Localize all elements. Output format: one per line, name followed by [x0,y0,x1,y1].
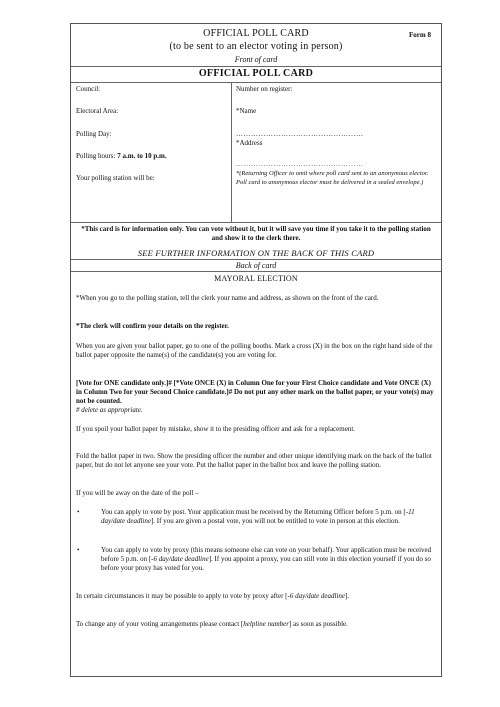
information-notice: *This card is for information only. You can vote without it, but it will save you time if you take it to the polling station and show it to the clerk there. [81,225,431,242]
polling-station-label: Your polling station will be: [76,174,155,182]
proxy-vote-bullet [77,546,435,573]
polling-hours-label: Polling hours: [76,152,118,160]
form-number: Form 8 [409,31,431,39]
polling-hours [76,152,167,161]
bullet-text: You can apply to vote by post. Your application must be received by the Returning Officer before 5 p.m. on [ [101,508,406,516]
paragraph-text: ]. [345,592,350,600]
change-arrangements-paragraph [76,620,435,629]
divider [71,271,441,272]
divider [71,259,441,260]
form-title: OFFICIAL POLL CARD [203,28,309,39]
divider [71,82,441,83]
spoilt-ballot-paragraph: If you spoil your ballot paper by mistake, show it to the presiding officer and ask for a replacement. [76,425,356,433]
away-on-poll-date: If you will be away on the date of the poll – [76,489,199,497]
address-label: *Address [236,139,263,147]
election-title: MAYORAL ELECTION [214,274,298,283]
number-on-register-label: Number on register: [236,85,293,93]
back-of-card-label: Back of card [235,261,277,270]
bullet-icon: • [77,508,80,516]
deadline-placeholder: -6 day/date deadline [287,592,346,600]
marking-instructions: When you are given your ballot paper, go to one of the polling booths. Mark a cross (X) in the box on the right hand side of the ballot paper opposite the name(s) of the candidate(s) you are voting for. [76,342,433,359]
poll-card-form [70,23,442,677]
card-title: OFFICIAL POLL CARD [198,68,314,79]
electoral-area-label: Electoral Area: [76,107,119,115]
postal-vote-bullet [77,508,435,526]
see-further-information: SEE FURTHER INFORMATION ON THE BACK OF THIS CARD [137,248,375,258]
address-dotted-line: …………………………………………… [236,160,364,168]
instruction-paragraph: *When you go to the polling station, tell the clerk your name and address, as shown on the front of the card. [76,294,379,302]
bullet-text: ]. If you are given a postal vote, you will not be entitled to vote in person at this election. [150,517,400,525]
clerk-confirmation: *The clerk will confirm your details on the register. [76,322,229,330]
paragraph-text: To change any of your voting arrangements please contact [ [76,620,244,628]
council-label: Council: [76,85,101,93]
bullet-icon: • [77,546,80,554]
returning-officer-note: *(Returning Officer to omit where poll card sent to an anonymous elector. Poll card to anonymous elector must be delivered in a sealed envelope.) [236,170,429,186]
paragraph-text: In certain circumstances it may be possible to apply to vote by proxy after [ [76,592,288,600]
paragraph-text: ] as soon as possible. [288,620,348,628]
late-proxy-paragraph [76,592,435,601]
vote-instructions: [Vote for ONE candidate only.]# [*Vote ONCE (X) in Column One for your First Choice candidate and Vote ONCE (X) in Column Two for your Second Choice candidate.]# Do not put any other mark on the ballot paper, or your vote(s) may not be counted. [76,379,434,405]
delete-note: # delete as appropriate. [76,406,143,414]
name-dotted-line: …………………………………………… [236,130,364,138]
helpline-placeholder: helpline number [243,620,289,628]
deadline-placeholder: -11 day/date deadline [101,508,415,525]
divider [71,66,441,67]
front-of-card-label: Front of card [234,55,278,64]
divider [71,222,441,223]
bullet-text: ]. If you appoint a proxy, you can still vote in this election yourself if you do so before your proxy has voted for you. [101,555,431,572]
column-divider [231,82,232,222]
bullet-text: You can apply to vote by proxy (this means someone else can vote on your behalf). Your application must be received before 5 p.m. on [ [101,546,432,563]
form-subtitle: (to be sent to an elector voting in person) [169,41,343,52]
fold-ballot-paragraph: Fold the ballot paper in two. Show the presiding officer the number and other unique identifying mark on the back of the ballot paper, but do not let anyone see your vote. Put the ballot paper in the ballot box and leave the polling station. [76,452,432,469]
polling-day-label: Polling Day: [76,130,112,138]
name-label: *Name [236,107,257,115]
deadline-placeholder: -6 day/date deadline [151,555,209,563]
polling-hours-value: 7 a.m. to 10 p.m. [117,152,167,160]
